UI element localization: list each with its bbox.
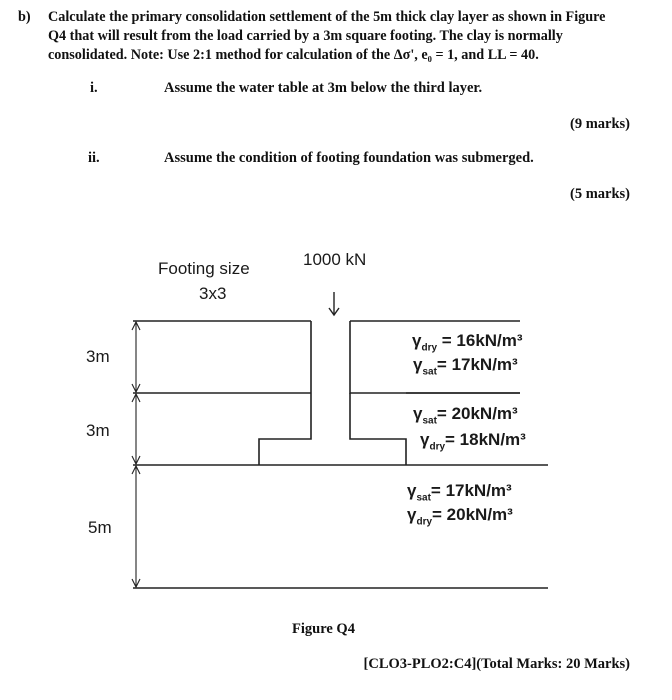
load-arrow-icon — [329, 292, 339, 315]
layer-2-thickness: 3m — [86, 421, 110, 440]
question-line-3: consolidated. Note: Use 2:1 method for calculation of the Δσ', e₀ = 1, and LL = 40. — [48, 47, 539, 63]
item-ii-marks: (5 marks) — [569, 186, 630, 202]
layer-1-gamma-1: $\gamma_{dry} = 16kN/m^3$ — [412, 331, 523, 354]
layer-1-gamma-2: $\gamma_{sat}= 17kN/m^3$ — [413, 355, 518, 378]
load-label: 1000 kN — [303, 250, 367, 269]
footing-label: Footing size — [158, 259, 250, 278]
layer-3-gamma-2: $\gamma_{dry}= 20kN/m^3$ — [407, 505, 513, 528]
footing-base-right — [350, 393, 406, 465]
total-marks-footer: [CLO3-PLO2:C4](Total Marks: 20 Marks) — [363, 656, 630, 672]
question-line-1: Calculate the primary consolidation settlement of the 5m thick clay layer as shown in Figure — [48, 9, 606, 25]
question-line-2: Q4 that will result from the load carried by a 3m square footing. The clay is normally — [48, 28, 563, 44]
layer-2-gamma-1: $\gamma_{sat}= 20kN/m^3$ — [413, 404, 518, 427]
dimension-line-layer-3 — [132, 466, 140, 587]
dimension-line-layer-1 — [132, 322, 140, 392]
layer-2-gamma-2: $\gamma_{dry}= 18kN/m^3$ — [420, 430, 526, 453]
layer-3-gamma-1: $\gamma_{sat}= 17kN/m^3$ — [407, 481, 512, 504]
item-i-text: Assume the water table at 3m below the third layer. — [164, 80, 483, 96]
item-ii-text: Assume the condition of footing foundation was submerged. — [164, 150, 534, 166]
question-label: b) — [18, 9, 31, 25]
footing-size: 3x3 — [199, 284, 227, 303]
item-ii-number: ii. — [88, 150, 100, 166]
dimension-line-layer-2 — [132, 394, 140, 464]
item-i-number: i. — [90, 80, 98, 96]
layer-3-thickness: 5m — [88, 518, 112, 537]
item-i-marks: (9 marks) — [569, 116, 630, 132]
figure-caption: Figure Q4 — [292, 621, 355, 637]
layer-1-thickness: 3m — [86, 347, 110, 366]
